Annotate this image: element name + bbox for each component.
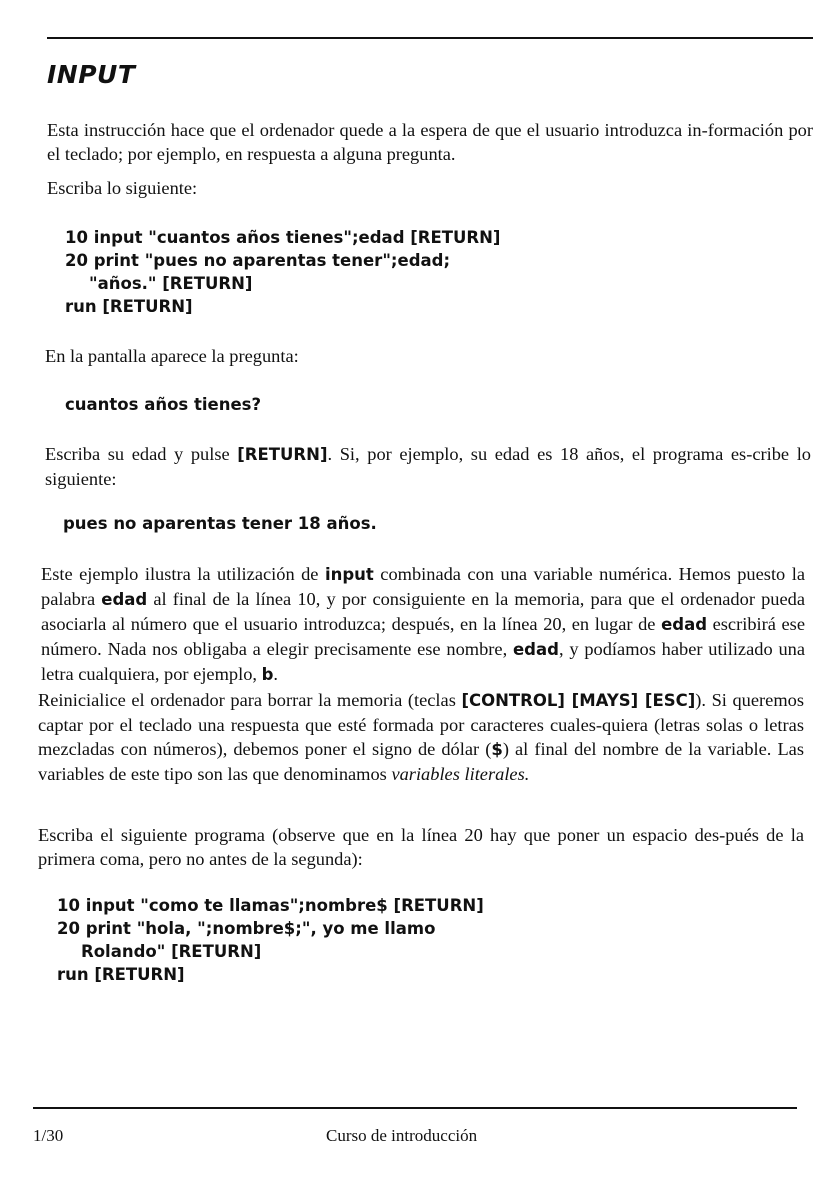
code-block-1 — [65, 226, 500, 318]
screen-answer: pues no aparentas tener 18 años. — [63, 514, 377, 533]
page-number: 1/30 — [33, 1126, 64, 1145]
program-intro: Escriba el siguiente programa (observe que en la línea 20 hay que poner un espacio des-pués de la primera coma, pero no antes de la segunda): — [38, 825, 804, 869]
code-line: 20 print "hola, ";nombre$;", yo me llamo — [57, 919, 436, 938]
return-key: [RETURN] — [237, 445, 328, 464]
code-line: Rolando" [RETURN] — [81, 942, 262, 961]
reset-paragraph: Reinicialice el ordenador para borrar la memoria (teclas [CONTROL] [MAYS] [ESC]). Si queremos captar por el teclado una respuesta que esté formada por caracteres cuales-quiera (letras solas o letras mezcladas con números), debemos poner el signo de dólar ($) al final del nombre de la variable. Las variables de este tipo son las que denominamos variables literales. — [38, 690, 804, 784]
code-line: 20 print "pues no aparentas tener";edad; — [65, 251, 451, 270]
code-line: "años." [RETURN] — [89, 274, 253, 293]
code-line: 10 input "cuantos años tienes";edad [RETURN] — [65, 228, 501, 247]
footer-title: Curso de introducción — [326, 1126, 478, 1145]
after-question-paragraph: Escriba su edad y pulse [RETURN]. Si, por ejemplo, su edad es 18 años, el programa es-cribe lo siguiente: — [45, 444, 811, 489]
code-line: 10 input "como te llamas";nombre$ [RETURN] — [57, 896, 484, 915]
reset-keys: [CONTROL] [MAYS] [ESC] — [461, 691, 696, 710]
code-line: run [RETURN] — [65, 297, 193, 316]
section-title: INPUT — [47, 60, 136, 89]
intro-paragraph: Esta instrucción hace que el ordenador quede a la espera de que el usuario introduzca in-formación por el teclado; por ejemplo, en respuesta a alguna pregunta. — [47, 120, 813, 164]
screen-intro: En la pantalla aparece la pregunta: — [45, 346, 299, 366]
code-line: run [RETURN] — [57, 965, 185, 984]
screen-question: cuantos años tienes? — [65, 395, 262, 414]
code-block-2 — [57, 894, 484, 986]
example-paragraph: Este ejemplo ilustra la utilización de input combinada con una variable numérica. Hemos puesto la palabra edad al final de la línea 10, y por consiguiente en la memoria, para que el ordenador pueda asociarla al número que el usuario introduzca; después, en la línea 20, en lugar de edad escribirá ese número. Nada nos obligaba a elegir precisamente ese nombre, edad, y podíamos haber utilizado una letra cualquiera, por ejemplo, b. — [41, 564, 806, 684]
top-rule — [47, 37, 813, 39]
bottom-rule — [33, 1107, 797, 1109]
intro-instruction: Escriba lo siguiente: — [47, 178, 198, 198]
